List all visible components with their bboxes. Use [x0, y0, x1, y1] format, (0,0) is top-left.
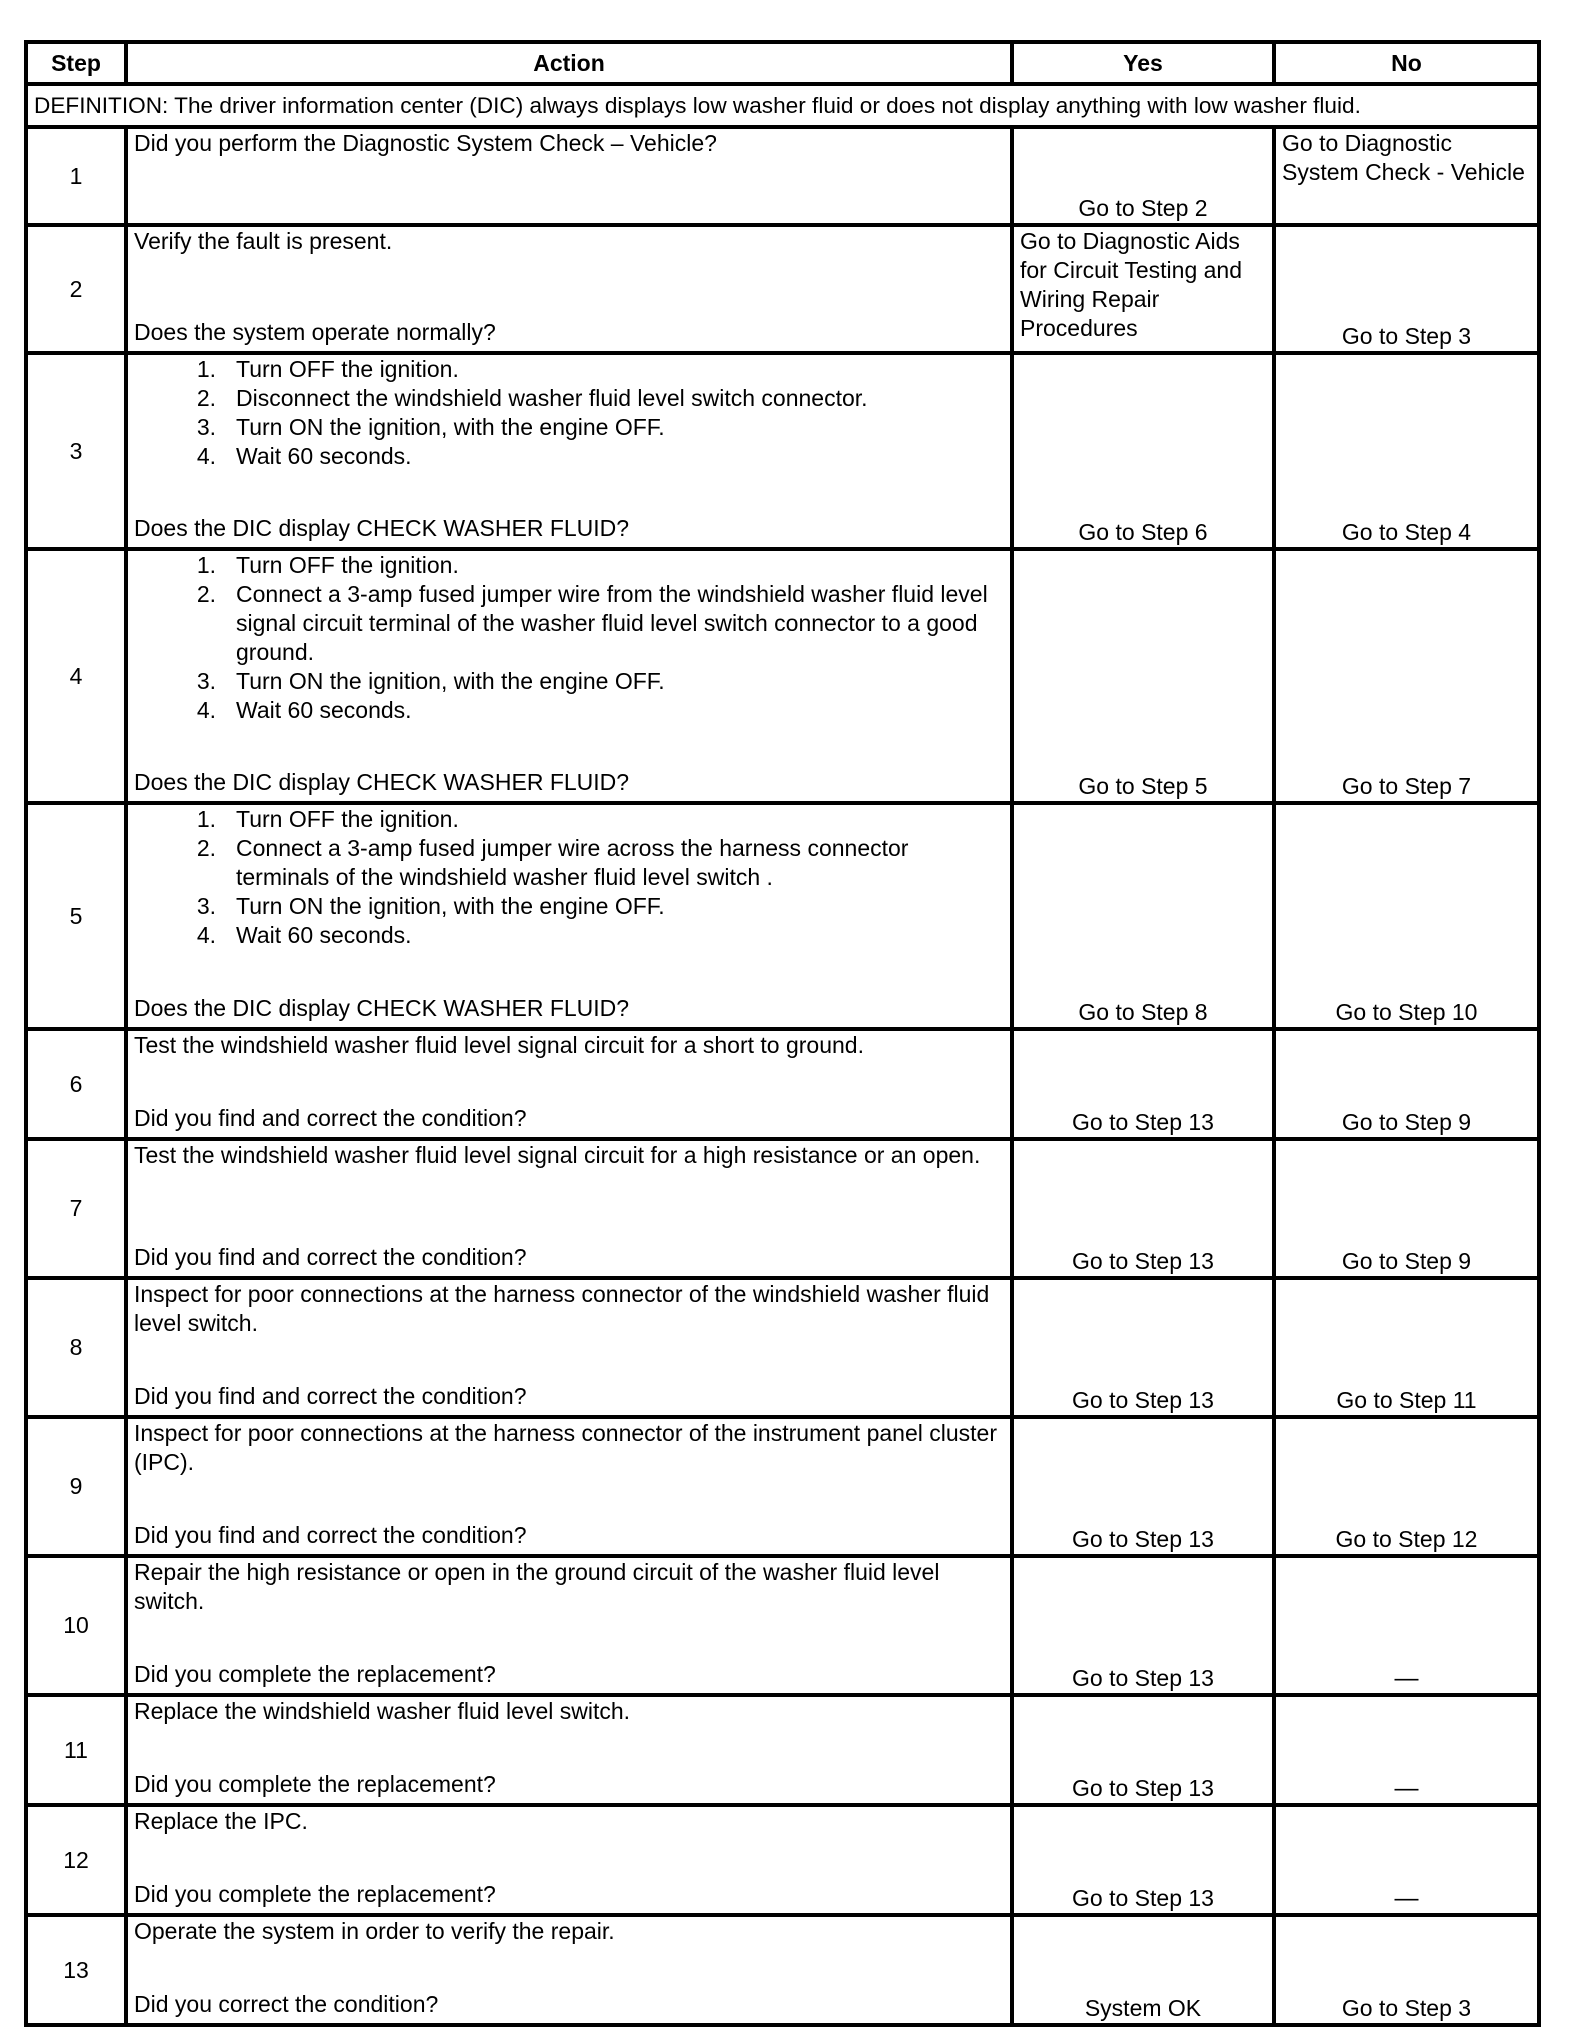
definition-row: [26, 84, 1539, 127]
table-row: [26, 549, 1539, 803]
action-cell: [126, 549, 1012, 803]
definition-text: DEFINITION: The driver information center (DIC) always displays low washer fluid or does not display anything with low washer fluid.: [26, 84, 1539, 127]
action-cell: [126, 1417, 1012, 1556]
list-item: 2. Disconnect the windshield washer fluid level switch connector.: [196, 385, 868, 411]
yes-cell: Go to Diagnostic Aids for Circuit Testing and Wiring Repair Procedures: [1012, 225, 1274, 353]
no-cell: Go to Step 11: [1274, 1278, 1539, 1417]
table-row: [26, 353, 1539, 549]
yes-cell: Go to Step 13: [1012, 1278, 1274, 1417]
list-item: 1. Turn OFF the ignition.: [196, 356, 459, 382]
action-question: Did you find and correct the condition?: [134, 1522, 527, 1548]
list-item: 4. Wait 60 seconds.: [196, 697, 412, 723]
no-cell: —: [1274, 1695, 1539, 1805]
table-row: [26, 803, 1539, 1029]
action-text: Replace the windshield washer fluid level switch.: [134, 1698, 631, 1724]
header-no: No: [1274, 42, 1539, 84]
yes-cell: Go to Step 8: [1012, 803, 1274, 1029]
table-row: [26, 1417, 1539, 1556]
step-number: 5: [26, 803, 126, 1029]
action-text: Operate the system in order to verify the repair.: [134, 1918, 615, 1944]
step-number: 12: [26, 1805, 126, 1915]
yes-cell: Go to Step 6: [1012, 353, 1274, 549]
no-cell: Go to Step 3: [1274, 1915, 1539, 2025]
header-action: Action: [126, 42, 1012, 84]
table-row: [26, 127, 1539, 225]
action-cell: [126, 1915, 1012, 2025]
yes-cell: Go to Step 13: [1012, 1805, 1274, 1915]
action-question: Did you complete the replacement?: [134, 1661, 496, 1687]
no-cell: Go to Step 9: [1274, 1139, 1539, 1278]
no-cell: Go to Step 3: [1274, 225, 1539, 353]
yes-cell: Go to Step 13: [1012, 1695, 1274, 1805]
table-row: [26, 1278, 1539, 1417]
list-item: 1. Turn OFF the ignition.: [196, 552, 459, 578]
action-question: Did you complete the replacement?: [134, 1881, 496, 1907]
yes-cell: Go to Step 13: [1012, 1556, 1274, 1695]
action-cell: [126, 1695, 1012, 1805]
action-question: Does the DIC display CHECK WASHER FLUID?: [134, 515, 630, 541]
action-cell: [126, 1278, 1012, 1417]
action-question: Does the DIC display CHECK WASHER FLUID?: [134, 769, 630, 795]
step-number: 3: [26, 353, 126, 549]
action-cell: [126, 803, 1012, 1029]
list-item: 3. Turn ON the ignition, with the engine OFF.: [196, 668, 665, 694]
no-cell: —: [1274, 1805, 1539, 1915]
action-cell: [126, 1805, 1012, 1915]
list-item: 3. Turn ON the ignition, with the engine OFF.: [196, 414, 665, 440]
action-question: Did you correct the condition?: [134, 1991, 439, 2017]
step-number: 11: [26, 1695, 126, 1805]
action-cell: [126, 1556, 1012, 1695]
substep-list: [134, 551, 1004, 725]
step-number: 13: [26, 1915, 126, 2025]
action-cell: [126, 353, 1012, 549]
table-row: [26, 225, 1539, 353]
action-question: Did you find and correct the condition?: [134, 1105, 527, 1131]
action-text: Replace the IPC.: [134, 1808, 308, 1834]
table-row: [26, 1029, 1539, 1139]
action-question: Did you complete the replacement?: [134, 1771, 496, 1797]
list-item: 2. Connect a 3-amp fused jumper wire across the harness connector terminals of the windshield washer fluid level switch .: [196, 835, 909, 890]
no-cell: Go to Step 10: [1274, 803, 1539, 1029]
list-item: 4. Wait 60 seconds.: [196, 922, 412, 948]
substep-list: [134, 805, 1004, 950]
no-cell: Go to Diagnostic System Check - Vehicle: [1274, 127, 1539, 225]
step-number: 4: [26, 549, 126, 803]
table-row: [26, 1915, 1539, 2025]
list-item: 1. Turn OFF the ignition.: [196, 806, 459, 832]
diagnostic-table: [24, 40, 1541, 2027]
action-text: Verify the fault is present.: [134, 228, 393, 254]
list-item: 2. Connect a 3-amp fused jumper wire from the windshield washer fluid level signal circuit terminal of the washer fluid level switch connector to a good ground.: [196, 581, 988, 665]
list-item: 4. Wait 60 seconds.: [196, 443, 412, 469]
table-row: [26, 1695, 1539, 1805]
no-cell: —: [1274, 1556, 1539, 1695]
table-row: [26, 1139, 1539, 1278]
action-question: Did you find and correct the condition?: [134, 1383, 527, 1409]
table-row: [26, 1556, 1539, 1695]
no-cell: Go to Step 4: [1274, 353, 1539, 549]
action-text: Repair the high resistance or open in the ground circuit of the washer fluid level switch.: [134, 1559, 940, 1614]
yes-cell: Go to Step 13: [1012, 1029, 1274, 1139]
yes-cell: System OK: [1012, 1915, 1274, 2025]
step-number: 8: [26, 1278, 126, 1417]
header-step: Step: [26, 42, 126, 84]
no-cell: Go to Step 9: [1274, 1029, 1539, 1139]
yes-cell: Go to Step 5: [1012, 549, 1274, 803]
header-row: [26, 42, 1539, 84]
action-text: Inspect for poor connections at the harness connector of the instrument panel cluster (IPC).: [134, 1420, 997, 1475]
header-yes: Yes: [1012, 42, 1274, 84]
action-cell: [126, 127, 1012, 225]
action-question: Did you find and correct the condition?: [134, 1244, 527, 1270]
step-number: 9: [26, 1417, 126, 1556]
step-number: 2: [26, 225, 126, 353]
action-text: Inspect for poor connections at the harness connector of the windshield washer fluid level switch.: [134, 1281, 990, 1336]
step-number: 7: [26, 1139, 126, 1278]
no-cell: Go to Step 12: [1274, 1417, 1539, 1556]
action-question: Does the DIC display CHECK WASHER FLUID?: [134, 995, 630, 1021]
step-number: 6: [26, 1029, 126, 1139]
action-text: Did you perform the Diagnostic System Check – Vehicle?: [134, 130, 717, 156]
substep-list: [134, 355, 1004, 471]
table-row: [26, 1805, 1539, 1915]
action-question: Does the system operate normally?: [134, 319, 496, 345]
no-cell: Go to Step 7: [1274, 549, 1539, 803]
yes-cell: Go to Step 13: [1012, 1139, 1274, 1278]
action-cell: [126, 1139, 1012, 1278]
action-cell: [126, 225, 1012, 353]
action-cell: [126, 1029, 1012, 1139]
step-number: 10: [26, 1556, 126, 1695]
action-text: Test the windshield washer fluid level signal circuit for a short to ground.: [134, 1032, 864, 1058]
step-number: 1: [26, 127, 126, 225]
yes-cell: Go to Step 13: [1012, 1417, 1274, 1556]
list-item: 3. Turn ON the ignition, with the engine OFF.: [196, 893, 665, 919]
yes-cell: Go to Step 2: [1012, 127, 1274, 225]
action-text: Test the windshield washer fluid level signal circuit for a high resistance or an open.: [134, 1142, 981, 1168]
